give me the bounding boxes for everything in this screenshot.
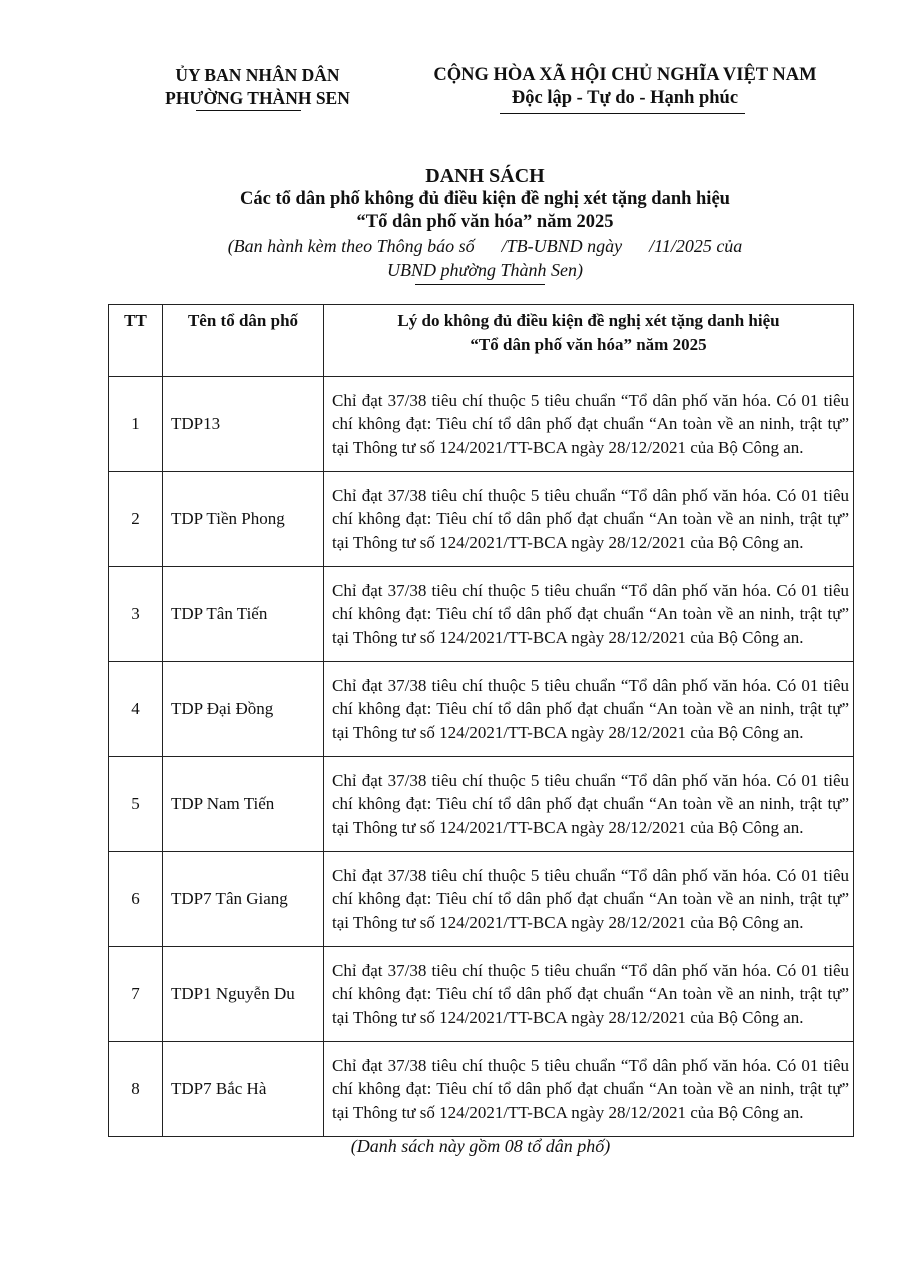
- table-row: [109, 377, 854, 472]
- title-main: DANH SÁCH: [425, 165, 545, 187]
- row-reason: Chỉ đạt 37/38 tiêu chí thuộc 5 tiêu chuẩn “Tổ dân phố văn hóa. Có 01 tiêu chí không đạt: Tiêu chí tổ dân phố đạt chuẩn “An toàn về an ninh, trật tự” tại Thông tư số 124/2021/TT-BCA ngày 28/12/2021 của Bộ Công an.: [324, 757, 854, 852]
- row-number: 2: [109, 472, 163, 567]
- row-number: 6: [109, 852, 163, 947]
- document-title: [150, 164, 820, 282]
- row-number: 4: [109, 662, 163, 757]
- note-underline: [415, 284, 545, 285]
- header-name: Tên tổ dân phố: [163, 305, 324, 377]
- title-sub-1: Các tổ dân phố không đủ điều kiện đề nghị xét tặng danh hiệu: [240, 189, 730, 209]
- table-row: [109, 1042, 854, 1137]
- row-reason: Chỉ đạt 37/38 tiêu chí thuộc 5 tiêu chuẩn “Tổ dân phố văn hóa. Có 01 tiêu chí không đạt: Tiêu chí tổ dân phố đạt chuẩn “An toàn về an ninh, trật tự” tại Thông tư số 124/2021/TT-BCA ngày 28/12/2021 của Bộ Công an.: [324, 377, 854, 472]
- row-number: 8: [109, 1042, 163, 1137]
- table-row: [109, 852, 854, 947]
- header-reason-line-2: “Tổ dân phố văn hóa” năm 2025: [470, 334, 707, 354]
- group-name: TDP1 Nguyễn Du: [163, 947, 324, 1042]
- row-number: 3: [109, 567, 163, 662]
- group-name: TDP7 Bắc Hà: [163, 1042, 324, 1137]
- group-name: TDP Tiền Phong: [163, 472, 324, 567]
- national-title: CỘNG HÒA XÃ HỘI CHỦ NGHĨA VIỆT NAM: [433, 65, 817, 85]
- table-row: [109, 472, 854, 567]
- list-count-note: (Danh sách này gồm 08 tổ dân phố): [350, 1136, 611, 1156]
- agency-underline: [196, 110, 301, 111]
- table-row: [109, 757, 854, 852]
- group-name: TDP7 Tân Giang: [163, 852, 324, 947]
- header-reason: [324, 305, 854, 377]
- motto-underline: [500, 113, 745, 114]
- ward-name: PHƯỜNG THÀNH SEN: [165, 88, 350, 108]
- issuance-note-1: (Ban hành kèm theo Thông báo số /TB-UBND ngày /11/2025 của: [227, 236, 743, 256]
- row-number: 5: [109, 757, 163, 852]
- row-reason: Chỉ đạt 37/38 tiêu chí thuộc 5 tiêu chuẩn “Tổ dân phố văn hóa. Có 01 tiêu chí không đạt: Tiêu chí tổ dân phố đạt chuẩn “An toàn về an ninh, trật tự” tại Thông tư số 124/2021/TT-BCA ngày 28/12/2021 của Bộ Công an.: [324, 662, 854, 757]
- row-number: 7: [109, 947, 163, 1042]
- table-row: [109, 662, 854, 757]
- table-row: [109, 567, 854, 662]
- header-no: TT: [109, 305, 163, 377]
- row-reason: Chỉ đạt 37/38 tiêu chí thuộc 5 tiêu chuẩn “Tổ dân phố văn hóa. Có 01 tiêu chí không đạt: Tiêu chí tổ dân phố đạt chuẩn “An toàn về an ninh, trật tự” tại Thông tư số 124/2021/TT-BCA ngày 28/12/2021 của Bộ Công an.: [324, 947, 854, 1042]
- row-reason: Chỉ đạt 37/38 tiêu chí thuộc 5 tiêu chuẩn “Tổ dân phố văn hóa. Có 01 tiêu chí không đạt: Tiêu chí tổ dân phố đạt chuẩn “An toàn về an ninh, trật tự” tại Thông tư số 124/2021/TT-BCA ngày 28/12/2021 của Bộ Công an.: [324, 1042, 854, 1137]
- national-header: [405, 64, 845, 110]
- table-header-row: [109, 305, 854, 377]
- group-name: TDP13: [163, 377, 324, 472]
- row-reason: Chỉ đạt 37/38 tiêu chí thuộc 5 tiêu chuẩn “Tổ dân phố văn hóa. Có 01 tiêu chí không đạt: Tiêu chí tổ dân phố đạt chuẩn “An toàn về an ninh, trật tự” tại Thông tư số 124/2021/TT-BCA ngày 28/12/2021 của Bộ Công an.: [324, 472, 854, 567]
- table-row: [109, 947, 854, 1042]
- issuance-note-2: UBND phường Thành Sen): [387, 260, 583, 280]
- residential-group-table: [108, 304, 854, 1137]
- row-reason: Chỉ đạt 37/38 tiêu chí thuộc 5 tiêu chuẩn “Tổ dân phố văn hóa. Có 01 tiêu chí không đạt: Tiêu chí tổ dân phố đạt chuẩn “An toàn về an ninh, trật tự” tại Thông tư số 124/2021/TT-BCA ngày 28/12/2021 của Bộ Công an.: [324, 852, 854, 947]
- group-name: TDP Nam Tiến: [163, 757, 324, 852]
- row-reason: Chỉ đạt 37/38 tiêu chí thuộc 5 tiêu chuẩn “Tổ dân phố văn hóa. Có 01 tiêu chí không đạt: Tiêu chí tổ dân phố đạt chuẩn “An toàn về an ninh, trật tự” tại Thông tư số 124/2021/TT-BCA ngày 28/12/2021 của Bộ Công an.: [324, 567, 854, 662]
- title-sub-2: “Tổ dân phố văn hóa” năm 2025: [356, 212, 614, 232]
- agency-header: [130, 64, 385, 110]
- national-motto: Độc lập - Tự do - Hạnh phúc: [511, 88, 739, 108]
- agency-name: ỦY BAN NHÂN DÂN: [175, 65, 340, 85]
- group-name: TDP Đại Đồng: [163, 662, 324, 757]
- header-reason-line-1: Lý do không đủ điều kiện đề nghị xét tặng danh hiệu: [397, 311, 780, 330]
- group-name: TDP Tân Tiến: [163, 567, 324, 662]
- row-number: 1: [109, 377, 163, 472]
